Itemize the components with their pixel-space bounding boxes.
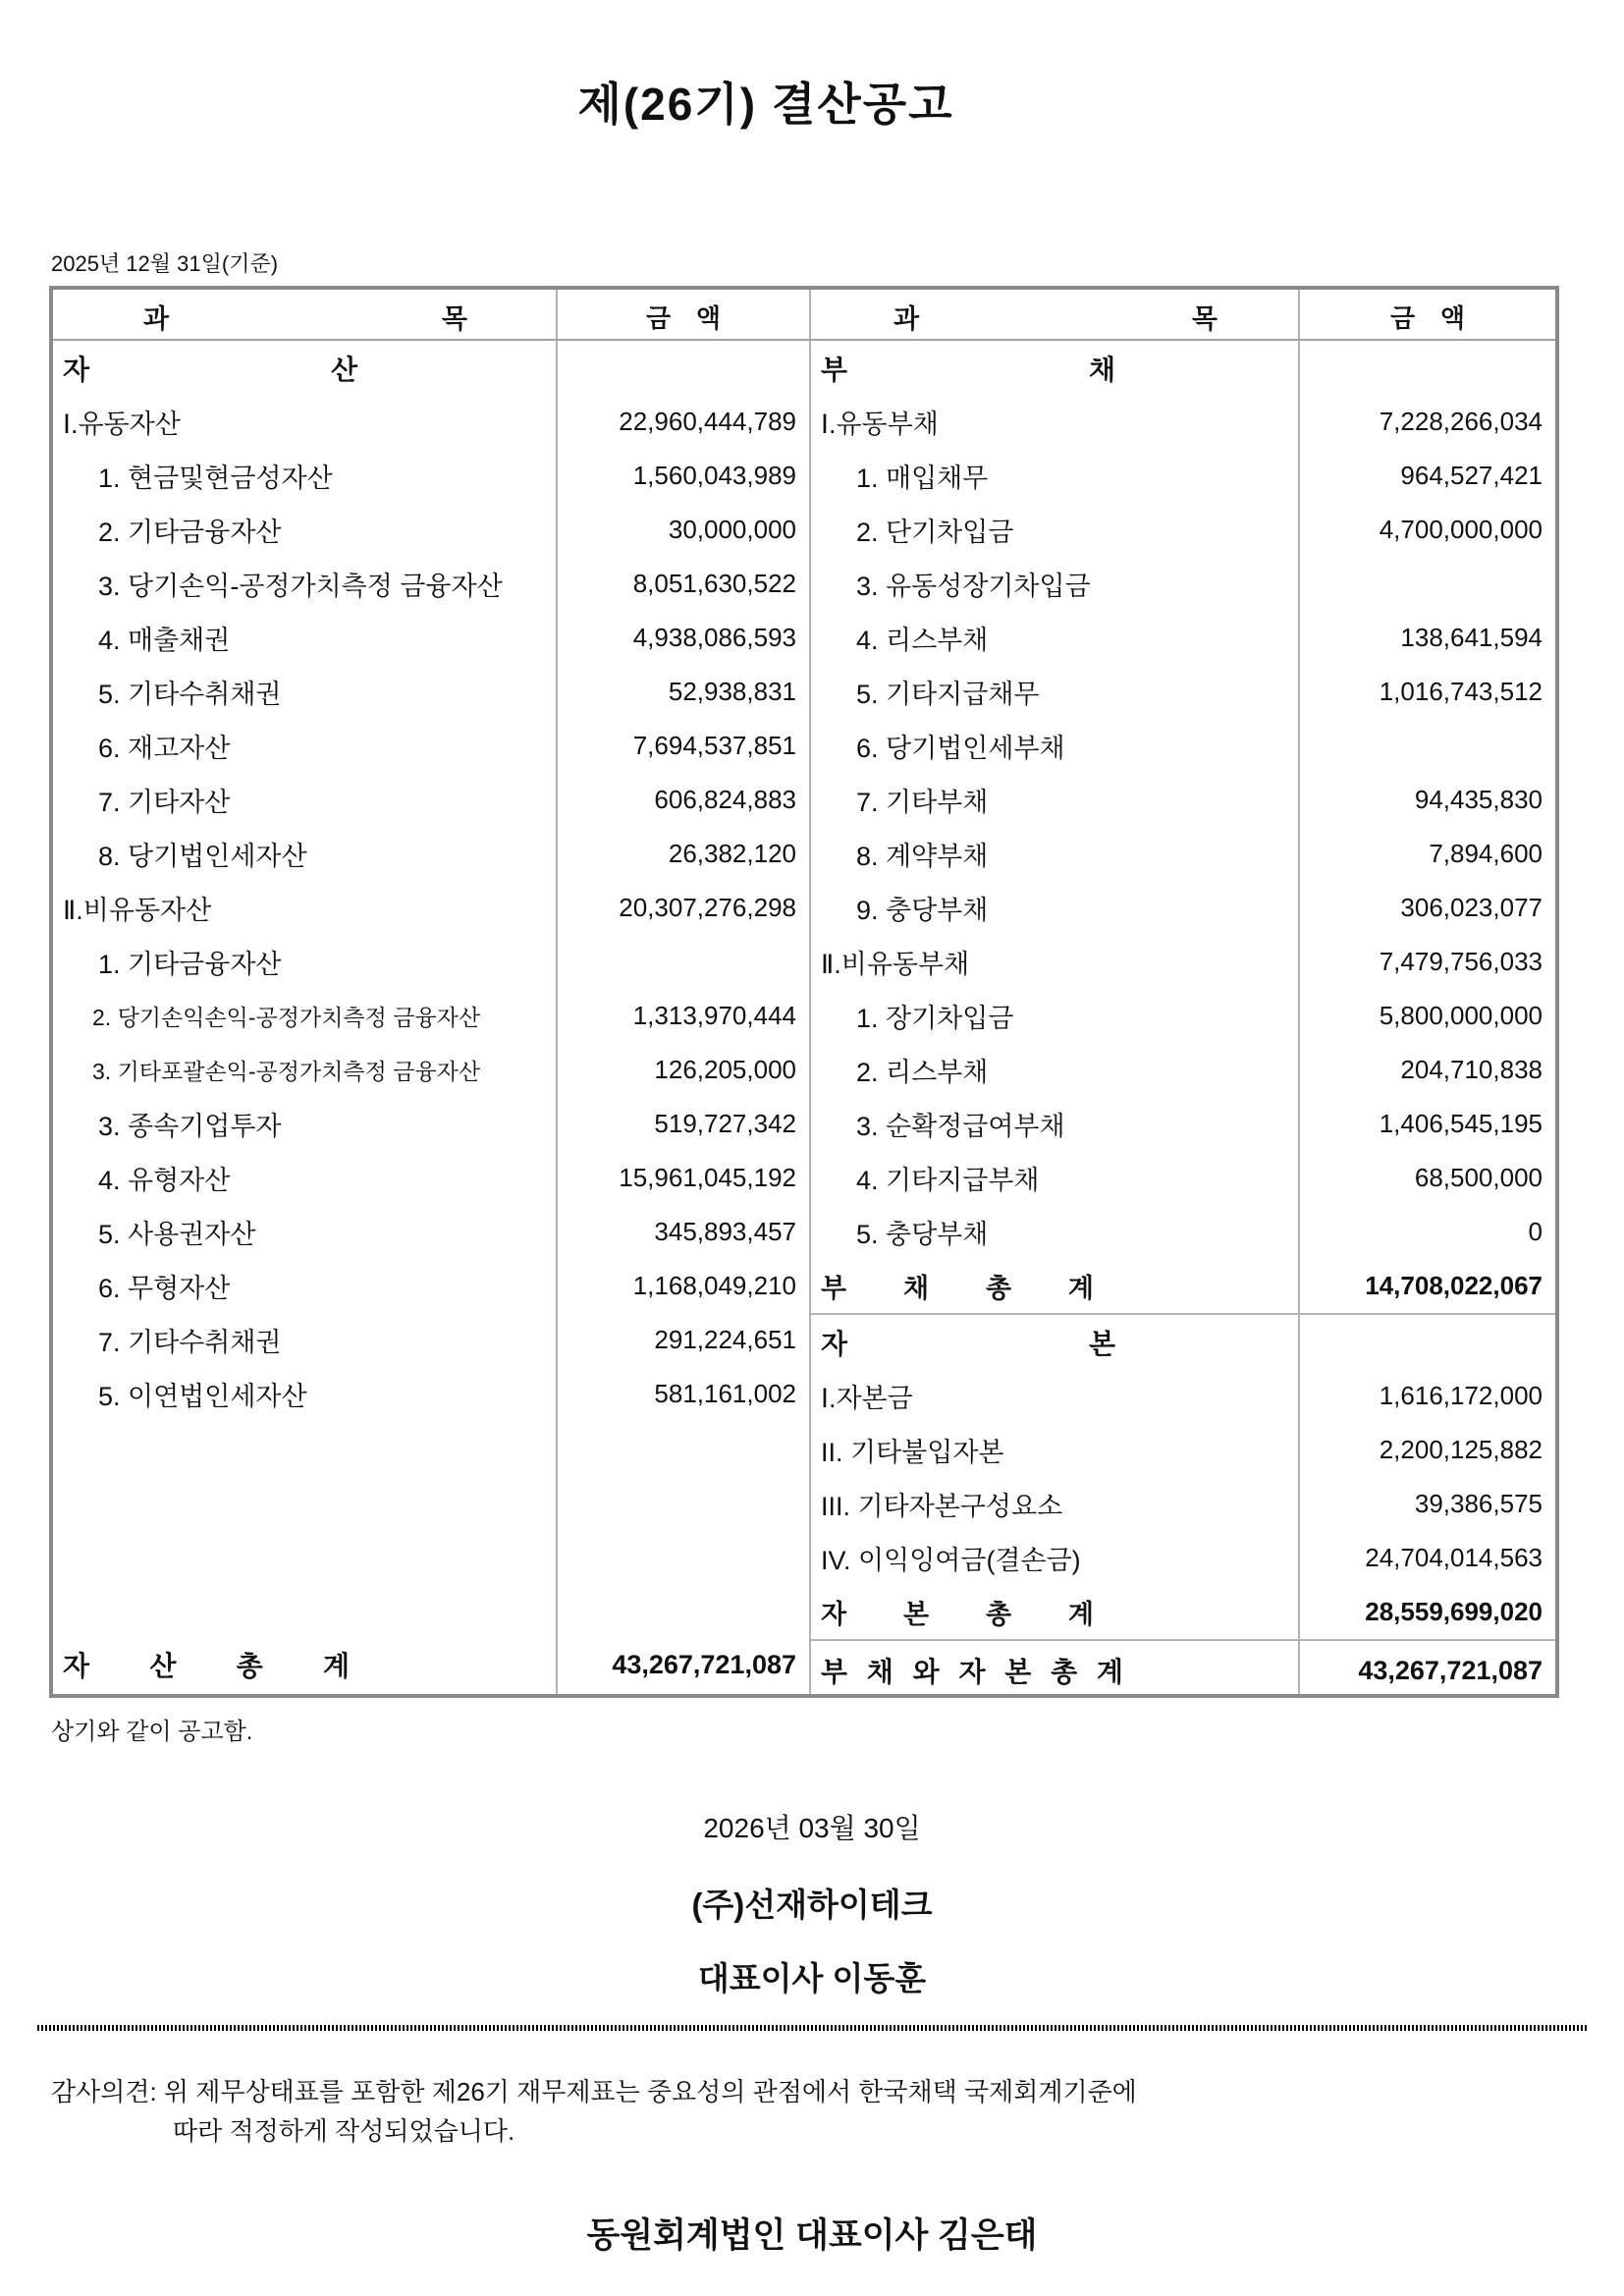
spread-label [821,1593,1094,1631]
table-row [811,719,1555,773]
account-cell: 2. 리스부채 [856,1058,989,1087]
spread-char: 목 [1191,304,1218,334]
table-row [811,341,1555,395]
account-cell: II. 기타불입자본 [821,1438,1004,1467]
table-row [53,1043,809,1097]
account-cell: Ⅱ.비유동부채 [821,950,970,979]
table-row [53,1151,809,1205]
account-header-label [893,298,1218,336]
table-row [811,665,1555,719]
spread-char: 산 [149,1651,177,1681]
spread-char: 계 [322,1651,350,1681]
account-cell: 4. 리스부채 [856,626,989,655]
account-cell: Ⅱ.비유동자산 [63,896,212,925]
table-row [811,1043,1555,1097]
table-row [53,1259,809,1313]
amount-cell: 204,710,838 [1400,1055,1543,1084]
account-cell: III. 기타자본구성요소 [821,1492,1063,1521]
table-row [811,1313,1555,1369]
audit-opinion [51,2072,1624,2152]
amount-cell: 1,560,043,989 [632,461,796,490]
amount-cell: 15,961,045,192 [619,1163,796,1192]
spread-char: 자 [958,1657,986,1687]
account-cell: 4. 매출채권 [98,626,231,655]
account-cell: 3. 유동성장기차입금 [856,572,1091,601]
account-cell: Ⅰ.자본금 [821,1384,913,1413]
table-row [53,1205,809,1259]
amount-cell: 2,200,125,882 [1379,1435,1543,1464]
dotted-divider [37,2025,1587,2031]
liabilities-equity-total-label [821,1651,1123,1690]
table-header-row [53,290,1555,341]
account-cell [811,1323,1300,1362]
spread-char: 액 [1439,303,1465,333]
assets-total-label-cell [53,1645,558,1684]
header-right-half [809,290,1555,339]
amount-cell: 345,893,457 [654,1217,796,1246]
table-row [53,449,809,503]
amount-cell: 606,824,883 [654,785,796,814]
table-row [53,1367,809,1421]
spread-char: 자 [63,354,90,385]
account-cell: 1. 현금및현금성자산 [98,464,333,493]
ceo-name: 대표이사 이동훈 [697,1960,927,1996]
table-row [811,1585,1555,1639]
amount-cell: 7,894,600 [1429,839,1543,868]
spread-char: 계 [1096,1657,1123,1687]
spread-char: 본 [1088,1328,1115,1359]
account-cell: 8. 당기법인세자산 [98,842,307,871]
amount-cell: 22,960,444,789 [619,407,796,436]
account-cell: 3. 순확정급여부채 [856,1112,1065,1141]
liabilities-equity-total-label-cell [811,1651,1300,1690]
table-row [811,773,1555,827]
amount-cell: 94,435,830 [1414,785,1543,814]
amount-cell: 30,000,000 [668,515,796,544]
amount-header-cell [558,299,809,335]
base-date: 2025년 12월 31일(기준) [51,251,279,276]
spread-char: 총 [236,1651,263,1681]
amount-cell: 126,205,000 [654,1055,796,1084]
account-cell: 2. 당기손익손익-공정가치측정 금융자산 [92,1005,481,1030]
account-header-cell [811,298,1300,336]
account-cell: 2. 단기차입금 [856,518,1014,547]
table-row [811,449,1555,503]
spread-char: 금 [1390,303,1416,333]
amount-cell: 581,161,002 [654,1379,796,1408]
account-cell [811,1267,1300,1305]
auditor-name: 동원회계법인 대표이사 김은태 [586,2215,1038,2255]
table-row [811,989,1555,1043]
table-row [811,1531,1555,1585]
amount-cell: 7,694,537,851 [632,731,796,760]
assets-total-label [63,1645,350,1684]
account-cell: IV. 이익잉여금(결손금) [821,1546,1081,1575]
assets-total-value: 43,267,721,087 [612,1649,796,1679]
spread-label [63,349,357,388]
account-cell: Ⅰ.유동자산 [63,410,181,439]
liabilities-equity-column [809,341,1555,1694]
spread-char: 계 [1067,1274,1094,1303]
table-row [811,1477,1555,1531]
spread-char: 자 [821,1600,847,1629]
table-row [811,1151,1555,1205]
table-row [811,395,1555,449]
amount-header-label [646,299,721,335]
account-cell: Ⅰ.유동부채 [821,410,939,439]
amount-cell: 28,559,699,020 [1365,1597,1543,1626]
assets-filler [53,1421,809,1635]
account-cell: 6. 재고자산 [98,734,231,763]
account-cell: 3. 기타포괄손익-공정가치측정 금융자산 [92,1059,481,1084]
table-body [53,341,1555,1694]
spread-char: 금 [646,303,672,333]
company-name: (주)선재하이테크 [691,1886,933,1923]
spread-char: 자 [821,1328,848,1359]
spread-char: 부 [821,354,848,385]
account-cell: 7. 기타자산 [98,788,231,817]
notice-text: 상기와 같이 공고함. [51,1719,253,1745]
account-header-label [143,298,467,336]
table-row [811,935,1555,989]
spread-label [821,1267,1094,1305]
spread-label [821,1323,1115,1362]
table-row [811,1097,1555,1151]
spread-char: 총 [985,1274,1012,1303]
spread-char: 산 [330,354,357,385]
amount-cell: 8,051,630,522 [632,569,796,598]
table-row [811,881,1555,935]
amount-cell: 4,700,000,000 [1379,515,1543,544]
table-row [811,503,1555,557]
account-cell: 3. 종속기업투자 [98,1112,282,1141]
table-row [811,611,1555,665]
spread-char: 와 [912,1657,940,1687]
assets-total-row [53,1635,809,1694]
account-cell: 1. 장기차입금 [856,1004,1014,1033]
account-cell: 4. 기타지급부채 [856,1166,1040,1195]
spread-char: 부 [821,1274,847,1303]
account-cell: 4. 유형자산 [98,1166,231,1195]
amount-cell: 1,406,545,195 [1379,1109,1543,1138]
account-cell: 5. 기타지급채무 [856,680,1040,709]
spread-char: 목 [441,304,467,334]
table-row [53,611,809,665]
assets-column [53,341,809,1694]
audit-opinion-line1: 감사의견: 위 제무상태표를 포함한 제26기 재무제표는 중요성의 관점에서 한국채택 국제회계기준에 [51,2077,1137,2106]
account-cell [811,349,1300,388]
amount-cell: 1,016,743,512 [1379,677,1543,706]
header-left [53,290,809,344]
amount-cell: 1,313,970,444 [632,1001,796,1030]
amount-cell: 7,228,266,034 [1379,407,1543,436]
page-title: 제(26기) 결산공고 [577,79,954,130]
spread-char: 채 [866,1657,893,1687]
account-cell: 5. 이연법인세자산 [98,1382,307,1411]
account-cell [53,349,558,388]
spread-char: 과 [143,304,170,334]
amount-cell: 20,307,276,298 [619,893,796,922]
audit-opinion-line2: 따라 적정하게 작성되었습니다. [173,2116,515,2147]
liabilities-equity-total-value: 43,267,721,087 [1358,1655,1543,1685]
table-row [53,1313,809,1367]
spread-char: 계 [1067,1600,1094,1629]
amount-cell: 306,023,077 [1400,893,1543,922]
table-row [811,557,1555,611]
header-right [811,290,1555,344]
account-cell: 6. 무형자산 [98,1274,231,1303]
table-row [53,827,809,881]
table-row [53,989,809,1043]
liabilities-equity-total-row [811,1639,1555,1700]
spread-char: 부 [821,1657,848,1687]
account-cell: 1. 매입채무 [856,464,989,493]
table-row [53,935,809,989]
table-row [811,1369,1555,1423]
account-cell: 5. 사용권자산 [98,1220,256,1249]
spread-char: 총 [1051,1657,1078,1687]
spread-char: 액 [695,303,721,333]
account-cell: 8. 계약부채 [856,842,989,871]
account-cell: 6. 당기법인세부채 [856,734,1065,763]
amount-header-label [1390,299,1465,335]
amount-cell: 1,616,172,000 [1379,1381,1543,1410]
amount-cell: 138,641,594 [1400,623,1543,652]
header-left-half [53,290,809,339]
balance-sheet-table [49,286,1559,1698]
table-row [811,1259,1555,1313]
amount-cell: 52,938,831 [668,677,796,706]
spread-char: 채 [902,1274,930,1303]
spread-char: 본 [1004,1657,1032,1687]
account-cell: 1. 기타금융자산 [98,950,282,979]
table-row [811,1423,1555,1477]
amount-cell: 5,800,000,000 [1379,1001,1543,1030]
spread-char: 자 [63,1651,90,1681]
spread-char: 본 [902,1600,930,1629]
table-row [53,1097,809,1151]
account-cell: 7. 기타부채 [856,788,989,817]
table-row [53,719,809,773]
amount-header-cell [1300,299,1555,335]
amount-cell: 26,382,120 [668,839,796,868]
amount-cell: 1,168,049,210 [632,1271,796,1300]
table-row [53,503,809,557]
account-cell: 5. 기타수취채권 [98,680,282,709]
amount-cell: 7,479,756,033 [1379,947,1543,976]
amount-cell: 0 [1528,1217,1543,1246]
announcement-date: 2026년 03월 30일 [703,1813,921,1843]
table-row [811,1205,1555,1259]
amount-cell: 964,527,421 [1400,461,1543,490]
spread-char: 과 [893,304,920,334]
amount-cell: 4,938,086,593 [632,623,796,652]
amount-cell: 291,224,651 [654,1325,796,1354]
account-cell: 7. 기타수취채권 [98,1328,282,1357]
amount-cell: 519,727,342 [654,1109,796,1138]
amount-cell: 68,500,000 [1414,1163,1543,1192]
amount-cell: 24,704,014,563 [1365,1543,1543,1572]
table-row [811,827,1555,881]
account-cell: 9. 충당부채 [856,896,989,925]
spread-char: 채 [1088,354,1115,385]
account-cell: 5. 충당부채 [856,1220,989,1249]
account-header-cell [53,298,558,336]
table-row [53,395,809,449]
account-cell: 2. 기타금융자산 [98,518,282,547]
table-row [53,773,809,827]
amount-cell: 14,708,022,067 [1365,1271,1543,1300]
table-row [53,341,809,395]
account-cell [811,1593,1300,1631]
amount-cell: 39,386,575 [1414,1489,1543,1518]
spread-char: 총 [985,1600,1012,1629]
table-row [53,557,809,611]
table-row [53,881,809,935]
table-row [53,665,809,719]
spread-label [821,349,1115,388]
account-cell: 3. 당기손익-공정가치측정 금융자산 [98,572,503,601]
